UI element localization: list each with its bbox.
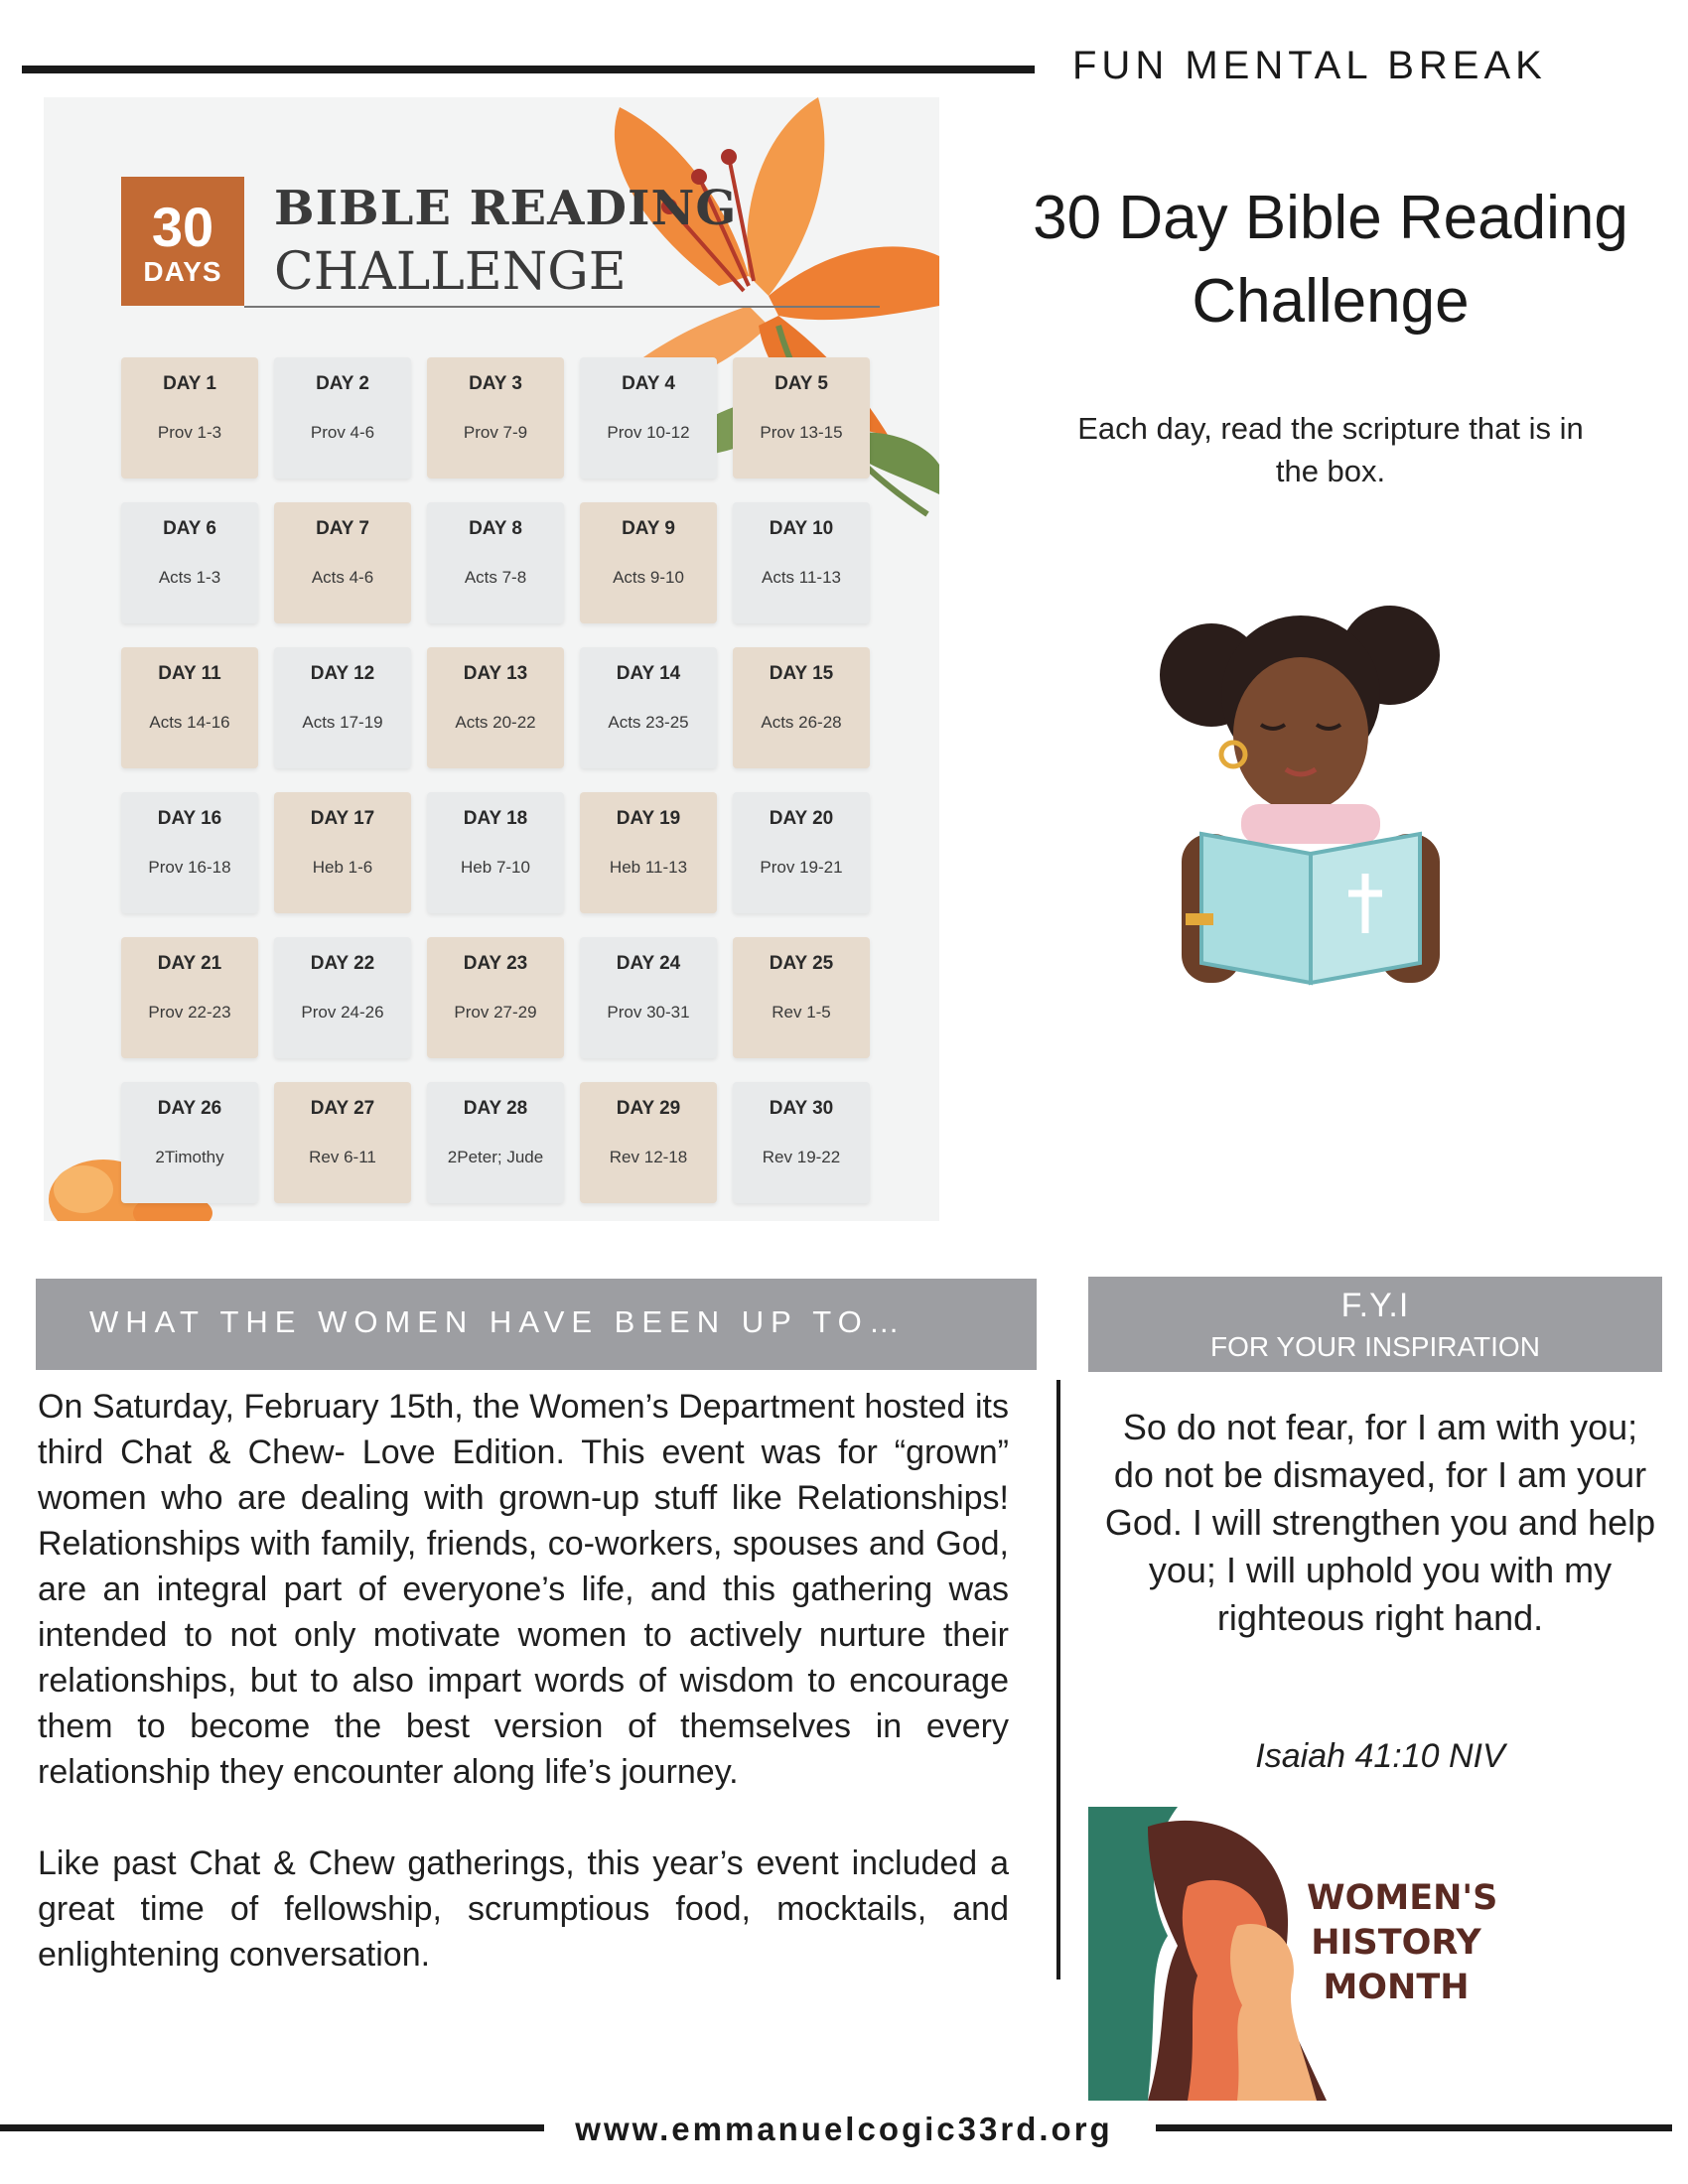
day-reading: Rev 12-18: [609, 1148, 688, 1166]
day-box: [733, 502, 870, 623]
day-label: DAY 6: [163, 518, 216, 539]
day-box: [121, 647, 258, 768]
day-box: [121, 357, 258, 478]
day-reading: Heb 11-13: [609, 858, 688, 877]
fyi-title: F.Y.I: [1340, 1287, 1410, 1324]
day-box: [121, 792, 258, 913]
fyi-header: [1088, 1277, 1662, 1372]
day-box: [274, 357, 411, 478]
day-label: DAY 25: [769, 953, 834, 974]
day-box: [733, 357, 870, 478]
day-box: [274, 937, 411, 1058]
footer-rule-left: [0, 2124, 544, 2131]
footer-website[interactable]: www.emmanuelcogic33rd.org: [575, 2111, 1113, 2147]
day-reading: Prov 22-23: [148, 1003, 231, 1022]
day-label: DAY 17: [310, 808, 375, 829]
top-rule: [22, 66, 1035, 73]
day-label: DAY 30: [769, 1098, 834, 1119]
whm-line2: HISTORY: [1311, 1923, 1481, 1963]
day-reading: Prov 4-6: [310, 423, 375, 442]
card-title-line1: BIBLE READING: [274, 181, 738, 236]
day-label: DAY 12: [310, 663, 375, 684]
card-title-line2: CHALLENGE: [274, 242, 627, 302]
day-reading: Acts 11-13: [761, 568, 841, 587]
badge-number: 30: [151, 196, 214, 258]
day-box: [580, 502, 717, 623]
day-reading: Acts 1-3: [158, 568, 221, 587]
day-label: DAY 1: [163, 373, 216, 394]
day-box: [733, 647, 870, 768]
day-box: [427, 792, 564, 913]
day-box: [427, 937, 564, 1058]
day-label: DAY 22: [310, 953, 375, 974]
reading-days-grid: [121, 357, 886, 1203]
card-title-divider: [244, 306, 880, 308]
footer-rule-right: [1156, 2124, 1672, 2131]
day-label: DAY 3: [469, 373, 522, 394]
day-box: [121, 502, 258, 623]
challenge-heading: 30 Day Bible Reading Challenge: [1033, 184, 1628, 336]
day-label: DAY 4: [622, 373, 675, 394]
day-label: DAY 11: [158, 663, 221, 684]
day-label: DAY 16: [157, 808, 222, 829]
day-box: [733, 1082, 870, 1203]
day-reading: Prov 30-31: [607, 1003, 690, 1022]
whm-line3: MONTH: [1323, 1968, 1470, 2007]
day-box: [580, 792, 717, 913]
day-reading: Prov 27-29: [454, 1003, 537, 1022]
day-label: DAY 27: [310, 1098, 375, 1119]
day-reading: Acts 4-6: [311, 568, 374, 587]
fyi-verse: So do not fear, for I am with you; do not be dismayed, for I am your God. I will strengthen you and help you; I will uphold you with my righteous right hand.: [1104, 1407, 1656, 1638]
day-reading: Rev 19-22: [762, 1148, 841, 1166]
day-label: DAY 7: [316, 518, 369, 539]
day-reading: Prov 19-21: [760, 858, 843, 877]
day-label: DAY 26: [157, 1098, 222, 1119]
day-box: [580, 937, 717, 1058]
women-paragraph-1: On Saturday, February 15th, the Women’s Department hosted its third Chat & Chew- Love Edition. This event was for “grown” women who are dealing with grown-up stuff like Relationships! Relationships with family, friends, co-workers, spouses and God, are an integral part of everyone’s life, and this gathering was intended to not only motivate women to actively nurture their relationships, but to also impart words of wisdom to encourage them to become the best version of themselves in every relationship they encounter along life’s journey.: [38, 1388, 1009, 1791]
fyi-verse-reference: Isaiah 41:10 NIV: [1255, 1737, 1505, 1775]
day-reading: 2Peter; Jude: [447, 1148, 544, 1166]
day-label: DAY 13: [463, 663, 528, 684]
day-box: [733, 937, 870, 1058]
day-reading: Rev 1-5: [772, 1003, 831, 1022]
day-label: DAY 9: [622, 518, 675, 539]
day-reading: Acts 26-28: [761, 713, 842, 732]
day-box: [121, 937, 258, 1058]
day-reading: Rev 6-11: [309, 1148, 376, 1166]
day-reading: Prov 7-9: [463, 423, 528, 442]
day-box: [274, 647, 411, 768]
day-label: DAY 8: [469, 518, 522, 539]
day-label: DAY 2: [316, 373, 369, 394]
day-reading: Acts 20-22: [455, 713, 536, 732]
day-box: [580, 357, 717, 478]
day-box: [274, 792, 411, 913]
fyi-subtitle: FOR YOUR INSPIRATION: [1210, 1331, 1540, 1362]
column-divider: [1056, 1380, 1060, 1979]
badge-label: DAYS: [143, 256, 222, 287]
day-box: [733, 792, 870, 913]
day-box: [427, 1082, 564, 1203]
day-box: [274, 1082, 411, 1203]
day-label: DAY 19: [616, 808, 681, 829]
bible-challenge-card: [44, 97, 939, 1221]
women-section-title: WHAT THE WOMEN HAVE BEEN UP TO…: [89, 1304, 907, 1339]
women-section-header: [36, 1279, 1037, 1370]
day-reading: Prov 24-26: [301, 1003, 384, 1022]
day-label: DAY 20: [769, 808, 834, 829]
day-box: [274, 502, 411, 623]
day-reading: Acts 9-10: [613, 568, 684, 587]
day-label: DAY 18: [463, 808, 528, 829]
day-reading: Heb 7-10: [461, 858, 530, 877]
day-box: [580, 647, 717, 768]
day-label: DAY 23: [463, 953, 528, 974]
day-label: DAY 21: [157, 953, 222, 974]
challenge-instruction: Each day, read the scripture that is in the box.: [1077, 411, 1584, 488]
day-reading: Prov 16-18: [148, 858, 231, 877]
day-box: [580, 1082, 717, 1203]
day-reading: Prov 1-3: [157, 423, 222, 442]
womens-profiles-illustration: [1088, 1807, 1327, 2101]
day-label: DAY 15: [769, 663, 834, 684]
section-title: FUN MENTAL BREAK: [1072, 44, 1547, 87]
womens-history-month-logo-text: [1307, 1876, 1498, 2010]
day-label: DAY 29: [616, 1098, 681, 1119]
whm-line1: WOMEN'S: [1307, 1878, 1498, 1918]
day-label: DAY 10: [769, 518, 834, 539]
women-section-body: [38, 1384, 1009, 2023]
day-label: DAY 5: [774, 373, 828, 394]
day-reading: Heb 1-6: [312, 858, 373, 877]
day-label: DAY 24: [616, 953, 681, 974]
day-label: DAY 14: [616, 663, 681, 684]
day-box: [427, 357, 564, 478]
day-reading: Acts 17-19: [302, 713, 383, 732]
day-reading: Prov 10-12: [607, 423, 690, 442]
day-reading: Prov 13-15: [760, 423, 843, 442]
women-paragraph-2: Like past Chat & Chew gatherings, this year’s event included a great time of fellowship, scrumptious food, mocktails, and enlightening conversation.: [38, 1844, 1009, 1974]
day-reading: Acts 14-16: [149, 713, 230, 732]
day-label: DAY 28: [463, 1098, 528, 1119]
day-box: [121, 1082, 258, 1203]
thirty-days-badge: [121, 177, 244, 306]
girl-reading-bible-illustration: [1142, 586, 1479, 1003]
day-box: [427, 502, 564, 623]
day-reading: Acts 23-25: [608, 713, 689, 732]
day-reading: 2Timothy: [155, 1148, 224, 1166]
day-reading: Acts 7-8: [464, 568, 527, 587]
day-box: [427, 647, 564, 768]
